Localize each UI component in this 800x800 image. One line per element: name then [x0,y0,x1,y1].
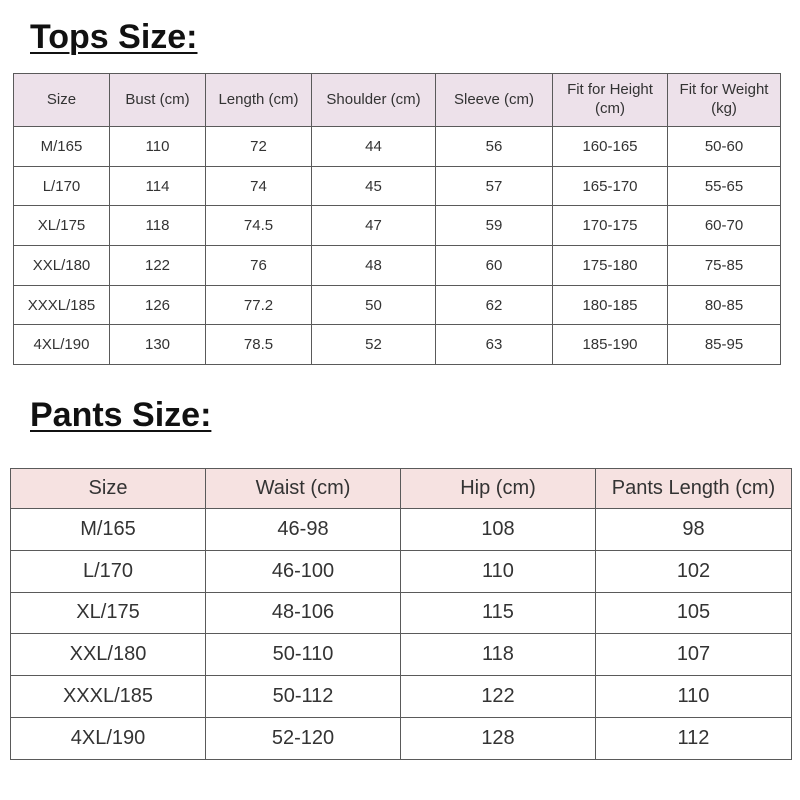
pants-table-cell: 118 [401,634,596,676]
tops-table-cell: 75-85 [668,246,781,286]
pants-header-cell: Waist (cm) [206,469,401,509]
tops-header-cell: Sleeve (cm) [436,74,553,127]
tops-table-cell: 122 [110,246,206,286]
pants-table-cell: 48-106 [206,592,401,634]
tops-header-cell: Bust (cm) [110,74,206,127]
tops-table-cell: 45 [312,166,436,206]
pants-table-cell: 4XL/190 [11,717,206,759]
tops-table-cell: 76 [206,246,312,286]
tops-table-row [14,246,781,286]
pants-table-cell: XXL/180 [11,634,206,676]
pants-table-cell: 102 [596,550,792,592]
tops-table-cell: 130 [110,325,206,365]
pants-table-cell: 107 [596,634,792,676]
tops-table-cell: 56 [436,127,553,167]
tops-table-cell: 126 [110,285,206,325]
tops-table-cell: 47 [312,206,436,246]
tops-table-cell: 180-185 [553,285,668,325]
tops-table-cell: L/170 [14,166,110,206]
pants-table-cell: 128 [401,717,596,759]
tops-header-cell: Fit for Height (cm) [553,74,668,127]
tops-table-cell: 77.2 [206,285,312,325]
tops-table-cell: 62 [436,285,553,325]
tops-table-cell: 72 [206,127,312,167]
pants-table-cell: M/165 [11,509,206,551]
tops-table-cell: 50 [312,285,436,325]
pants-size-table [10,468,792,760]
tops-table-cell: 48 [312,246,436,286]
tops-table-cell: 74 [206,166,312,206]
pants-table-cell: 108 [401,509,596,551]
pants-table-row [11,509,792,551]
tops-header-cell: Fit for Weight (kg) [668,74,781,127]
pants-table-cell: 46-98 [206,509,401,551]
pants-table-row [11,634,792,676]
tops-table-cell: 50-60 [668,127,781,167]
pants-size-heading: Pants Size: [30,396,212,434]
pants-header-cell: Pants Length (cm) [596,469,792,509]
tops-table-row [14,285,781,325]
tops-table-row [14,206,781,246]
tops-header-row [14,74,781,127]
pants-table-cell: XL/175 [11,592,206,634]
tops-size-heading: Tops Size: [30,18,198,56]
tops-table-cell: 114 [110,166,206,206]
pants-header-cell: Hip (cm) [401,469,596,509]
tops-table-cell: 60-70 [668,206,781,246]
tops-table-cell: 52 [312,325,436,365]
tops-table-cell: 175-180 [553,246,668,286]
tops-table-cell: 60 [436,246,553,286]
tops-table-cell: 160-165 [553,127,668,167]
tops-table-cell: 55-65 [668,166,781,206]
tops-table-body [14,127,781,365]
pants-table-row [11,676,792,718]
tops-table-cell: 85-95 [668,325,781,365]
tops-table-cell: 165-170 [553,166,668,206]
tops-header-cell: Shoulder (cm) [312,74,436,127]
tops-table-cell: 78.5 [206,325,312,365]
pants-table-cell: 98 [596,509,792,551]
pants-header-row [11,469,792,509]
pants-table-cell: 50-112 [206,676,401,718]
pants-table-cell: 110 [401,550,596,592]
tops-table-cell: XXXL/185 [14,285,110,325]
tops-header-cell: Size [14,74,110,127]
pants-table-cell: 115 [401,592,596,634]
tops-table-cell: 4XL/190 [14,325,110,365]
pants-table-cell: 105 [596,592,792,634]
tops-table-row [14,127,781,167]
tops-table-cell: 110 [110,127,206,167]
pants-table-cell: 122 [401,676,596,718]
tops-table-cell: 57 [436,166,553,206]
pants-table-cell: XXXL/185 [11,676,206,718]
pants-table-cell: 46-100 [206,550,401,592]
pants-table-cell: L/170 [11,550,206,592]
pants-table-cell: 110 [596,676,792,718]
tops-table-cell: 63 [436,325,553,365]
tops-size-table [13,73,781,365]
pants-table-cell: 52-120 [206,717,401,759]
pants-table-cell: 50-110 [206,634,401,676]
tops-table-row [14,166,781,206]
tops-header-cell: Length (cm) [206,74,312,127]
pants-table-row [11,592,792,634]
tops-table-cell: 59 [436,206,553,246]
pants-header-cell: Size [11,469,206,509]
tops-table-cell: 44 [312,127,436,167]
tops-table-cell: XXL/180 [14,246,110,286]
tops-table-cell: 80-85 [668,285,781,325]
tops-table-cell: 74.5 [206,206,312,246]
tops-table-cell: XL/175 [14,206,110,246]
tops-table-cell: 118 [110,206,206,246]
pants-table-body [11,509,792,760]
tops-table-row [14,325,781,365]
tops-table-cell: 185-190 [553,325,668,365]
pants-table-row [11,717,792,759]
pants-table-row [11,550,792,592]
tops-table-cell: M/165 [14,127,110,167]
tops-table-cell: 170-175 [553,206,668,246]
pants-table-cell: 112 [596,717,792,759]
